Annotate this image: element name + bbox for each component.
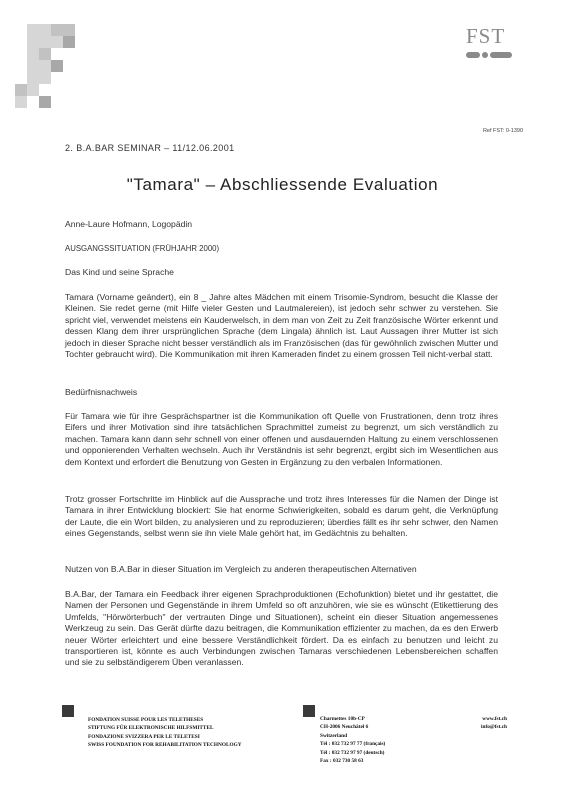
usage-paragraph: B.A.Bar, der Tamara ein Feedback ihrer eigenen Sprachproduktionen (Echofunktion) bietet und ihr gestattet, die Namen der Personen und Gegenstände in ihrem Umfeld so oft anzuhören, wie sie es wünscht (Etikettierung des Umfelds, "Hörwörterbuch" der vertrauten Dinge und Situationen), scheint ein dieser Situation angemessenes Werkzeug zu sein. Das Gerät dürfte dazu beitragen, die Kommunikation effizienter zu machen, da es den Erwerb neuer Wörter erleichtert und eine bessere Verständlichkeit fördert. Da es einfach zu benutzen und leicht zu transportieren ist, könnte es auch Verbindungen zwischen Tamaras verschiedenen Lebensbereichen schaffen und sie zu selbständigerem Üben veranlassen. [65,589,498,668]
usage-heading: Nutzen von B.A.Bar in dieser Situation im Vergleich zu anderen therapeutischen Alternativen [65,564,417,574]
author-line: Anne-Laure Hofmann, Logopädin [65,219,193,229]
foundation-line: FONDATION SUISSE POUR LES TELETHESES [88,717,204,723]
address-line: Switzerland [320,732,348,739]
needs-paragraph-2: Trotz grosser Fortschritte im Hinblick auf die Aussprache und trotz ihres Interesses für die Namen der Dinge ist Tamara in ihrer Entwicklung blockiert: Sie hat enorme Schwierigkeiten, sobald es darum geht, die Verknüpfung der Laute, die ein Wort bilden, zu analysieren und zu reproduzieren; überdies fällt es ihr sehr schwer, den Namen eines Gegenstands, selbst wenn sie ihn viele Male gehört hat, im Gedächtnis zu behalten. [65,494,498,539]
child-paragraph: Tamara (Vorname geändert), ein 8 _ Jahre altes Mädchen mit einem Trisomie-Syndrom, besucht die Klasse der Kleinen. Sie redet gerne (mit Hilfe vieler Gesten und Lautmalereien), ist jedoch sehr schwer zu verstehen. Sie spricht viel, verwendet meistens ein Kauderwelsch, in dem man von Zeit zu Zeit französische Wörter erkennt und dessen Klang dem ihrer ursprünglichen Sprache (dem Lingala) ähnlich ist. Laut Aussagen ihrer Mutter ist sich jedoch in dieser Sprache nicht besser verständlich als im Französischen (das für gewöhnlich zwischen Mutter und Tochter gebraucht wird). Die Kommunikation mit ihren Kameraden findet zu einem grossen Teil nicht-verbal statt. [65,292,498,360]
address-line: CH-2006 Neuchâtel 6 [320,724,369,731]
address-line: Tél : 032 732 97 77 (français) [320,741,386,748]
document-title: "Tamara" – Abschliessende Evaluation [126,175,439,194]
footer-address [320,715,385,765]
child-heading: Das Kind und seine Sprache [65,267,174,277]
email-link[interactable]: info@fst.ch [481,724,507,731]
footer-marker-right [303,705,315,717]
seminar-line: 2. B.A.BAR SEMINAR – 11/12.06.2001 [65,143,235,153]
foundation-line: FONDAZIONE SVIZZERA PER LE TELETESI [88,733,200,740]
foundation-line: SWISS FOUNDATION FOR REHABILITATION TECHNOLOGY [88,742,242,749]
situation-heading: AUSGANGSSITUATION (FRÜHJAHR 2000) [65,244,220,253]
website-link[interactable]: www.fst.ch [482,716,507,722]
address-line: Charmettes 10b-CP [320,716,365,722]
logo-wordmark: FST [466,24,506,48]
footer-foundation [88,716,242,750]
address-line: Tél : 032 732 97 97 (deutsch) [320,749,385,756]
logo-mark-icon [466,52,522,58]
fst-logo [466,26,522,70]
needs-heading: Bedürfnisnachweis [65,387,138,397]
reference-number: Ref FST: 0-1390 [482,128,523,134]
needs-paragraph-1: Für Tamara wie für ihre Gesprächspartner ist die Kommunikation oft Quelle von Frustrationen, denn trotz ihres Eifers und ihrer Motivation sind ihre tatsächlichen Sprachmittel zumeist zu begrenzt, um sich verständlich zu machen. Tamara kann dann sehr schnell von einer offenen und ausdauernden Haltung zu einem verschlossenen und opponierenden Verhalten wechseln. Auch ihr Verständnis ist sehr begrenzt, ergibt sich im Wesentlichen aus dem Kontext und erfordert die Benutzung von Gesten in Ergänzung zu den verbalen Informationen. [65,411,498,467]
footer-marker-left [62,705,74,717]
footer-contact [481,715,507,732]
foundation-line: STIFTUNG FÜR ELEKTRONISCHE HILFSMITTEL [88,725,214,732]
address-line: Fax : 032 730 58 63 [320,758,364,765]
